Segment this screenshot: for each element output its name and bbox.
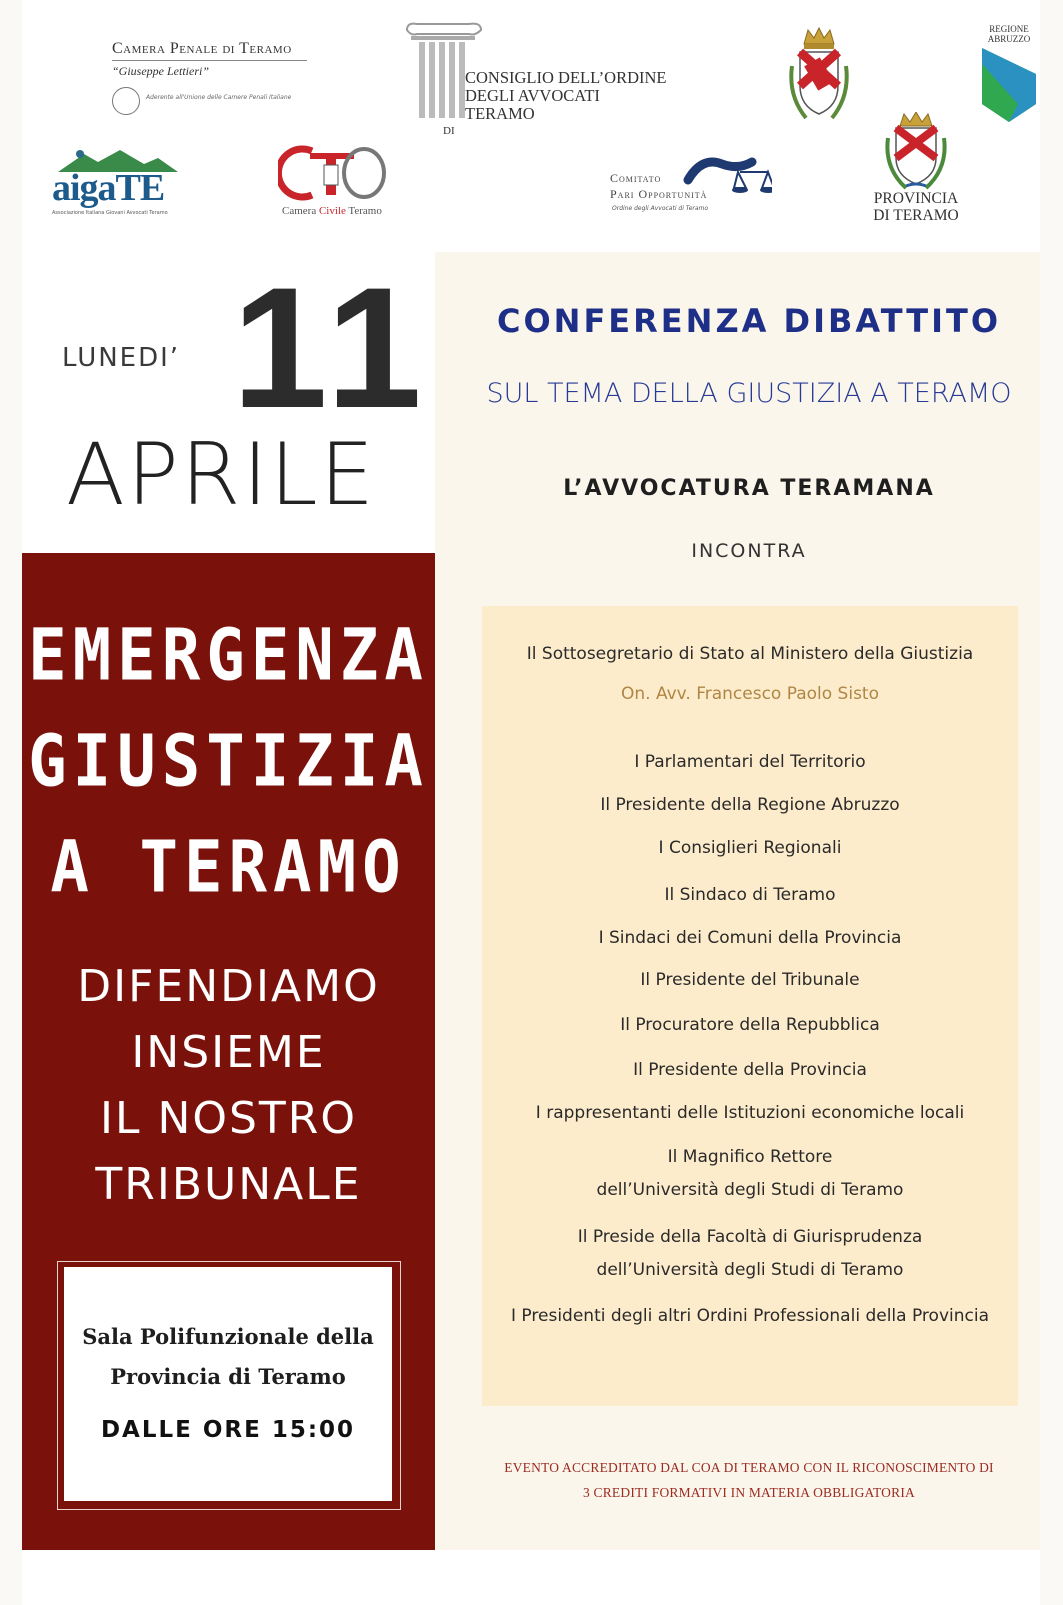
camera-penale-logo <box>112 40 312 115</box>
venue-time: DALLE ORE 15:00 <box>100 1417 356 1443</box>
regione-abruzzo-logo <box>978 24 1040 124</box>
guest-item-honoree: On. Avv. Francesco Paolo Sisto <box>620 684 879 704</box>
teramo-city-crest <box>786 26 852 126</box>
camera-civile-name <box>282 205 382 217</box>
provincia-line-1: PROVINCIA <box>873 190 959 207</box>
guest-item: Il Sottosegretario di Stato al Ministero della Giustizia <box>526 644 974 664</box>
event-subtitle: SUL TEMA DELLA GIUSTIZIA A TERAMO <box>486 378 1012 409</box>
divider <box>112 60 307 61</box>
coa-line-3: TERAMO <box>465 104 535 123</box>
provincia-line-2: DI TERAMO <box>873 207 959 224</box>
aiga-tagline: Associazione Italiana Giovani Avvocati Teramo <box>52 210 168 216</box>
aiga-logo <box>50 148 190 228</box>
cpo-tagline: Ordine degli Avvocati di Teramo <box>612 205 709 212</box>
guest-item: Il Presidente della Regione Abruzzo <box>600 795 900 815</box>
event-host: L’AVVOCATURA TERAMANA <box>563 476 935 501</box>
guest-item: Il Presidente del Tribunale <box>640 970 860 990</box>
guest-item: Il Procuratore della Repubblica <box>620 1015 880 1035</box>
slogan-line-4: TRIBUNALE <box>95 1159 362 1210</box>
slogan-line-3: IL NOSTRO <box>99 1093 358 1144</box>
guest-list <box>482 606 1018 1406</box>
headline-line-1: EMERGENZA <box>28 614 429 698</box>
aiga-name: aigaTE <box>52 167 165 209</box>
camera-penale-tagline: Aderente all'Unione delle Camere Penali Italiane <box>146 93 292 101</box>
coa-line-1: CONSIGLIO DELL’ORDINE <box>465 68 667 87</box>
camera-penale-name: Camera Penale di Teramo <box>112 40 292 57</box>
guest-item: I Consiglieri Regionali <box>658 838 842 858</box>
guest-item: Il Sindaco di Teramo <box>664 885 836 905</box>
guest-item: Il Magnifico Rettore <box>667 1147 833 1167</box>
provincia-logo <box>866 112 976 230</box>
guest-item: Il Presidente della Provincia <box>633 1060 867 1080</box>
guest-item: I rappresentanti delle Istituzioni economiche locali <box>535 1103 965 1123</box>
guest-item: dell’Università degli Studi di Teramo <box>596 1260 904 1280</box>
cct-word-2: Civile <box>318 205 346 217</box>
event-title: CONFERENZA DIBATTITO <box>496 302 1002 340</box>
abruzzo-shield-icon <box>978 44 1040 124</box>
camera-penale-subtitle: “Giuseppe Lettieri” <box>112 64 210 78</box>
coa-line-2: DEGLI AVVOCATI <box>465 86 600 105</box>
accreditation-line-1: EVENTO ACCREDITATO DAL COA DI TERAMO CON IL RICONOSCIMENTO DI <box>504 1460 994 1475</box>
venue-card <box>64 1267 392 1501</box>
cct-word-1: Camera <box>282 205 317 217</box>
headline-panel <box>22 553 435 1550</box>
coa-prefix: DI <box>443 125 455 137</box>
event-meets: INCONTRA <box>691 540 807 562</box>
headline-line-3: A TERAMO <box>50 826 407 910</box>
pari-opportunita-logo <box>610 152 775 222</box>
camera-civile-logo <box>278 143 393 223</box>
guest-item: I Parlamentari del Territorio <box>634 752 866 772</box>
cct-word-3: Teramo <box>348 205 382 217</box>
guest-item: Il Preside della Facoltà di Giurisprudenza <box>577 1227 923 1247</box>
crest-icon <box>786 26 852 126</box>
coa-logo <box>405 22 705 137</box>
slogan-line-1: DIFENDIAMO <box>77 961 380 1012</box>
seal-icon <box>112 87 140 115</box>
guest-item: dell’Università degli Studi di Teramo <box>596 1180 904 1200</box>
guest-item: I Sindaci dei Comuni della Provincia <box>598 928 902 948</box>
accreditation-note <box>435 1455 1063 1505</box>
headline-line-2: GIUSTIZIA <box>28 720 429 804</box>
cct-monogram-icon <box>278 143 390 203</box>
venue-line-1: Sala Polifunzionale della <box>82 1324 374 1349</box>
weekday: LUNEDI’ <box>62 343 181 373</box>
regione-line-1: REGIONE <box>989 24 1029 34</box>
guest-item: I Presidenti degli altri Ordini Professionali della Provincia <box>511 1306 989 1326</box>
slogan-line-2: INSIEME <box>131 1027 326 1078</box>
program-panel <box>435 252 1040 1550</box>
cpo-line-2: Pari Opportunità <box>610 187 708 201</box>
venue-line-2: Provincia di Teramo <box>110 1364 346 1389</box>
accreditation-line-2: 3 CREDITI FORMATIVI IN MATERIA OBBLIGATORIA <box>583 1485 915 1500</box>
cpo-line-1: Comitato <box>610 171 662 185</box>
day-number: 11 <box>232 252 430 444</box>
regione-line-2: ABRUZZO <box>987 34 1031 44</box>
provincia-crest-icon <box>866 112 966 190</box>
month: APRILE <box>66 425 377 525</box>
